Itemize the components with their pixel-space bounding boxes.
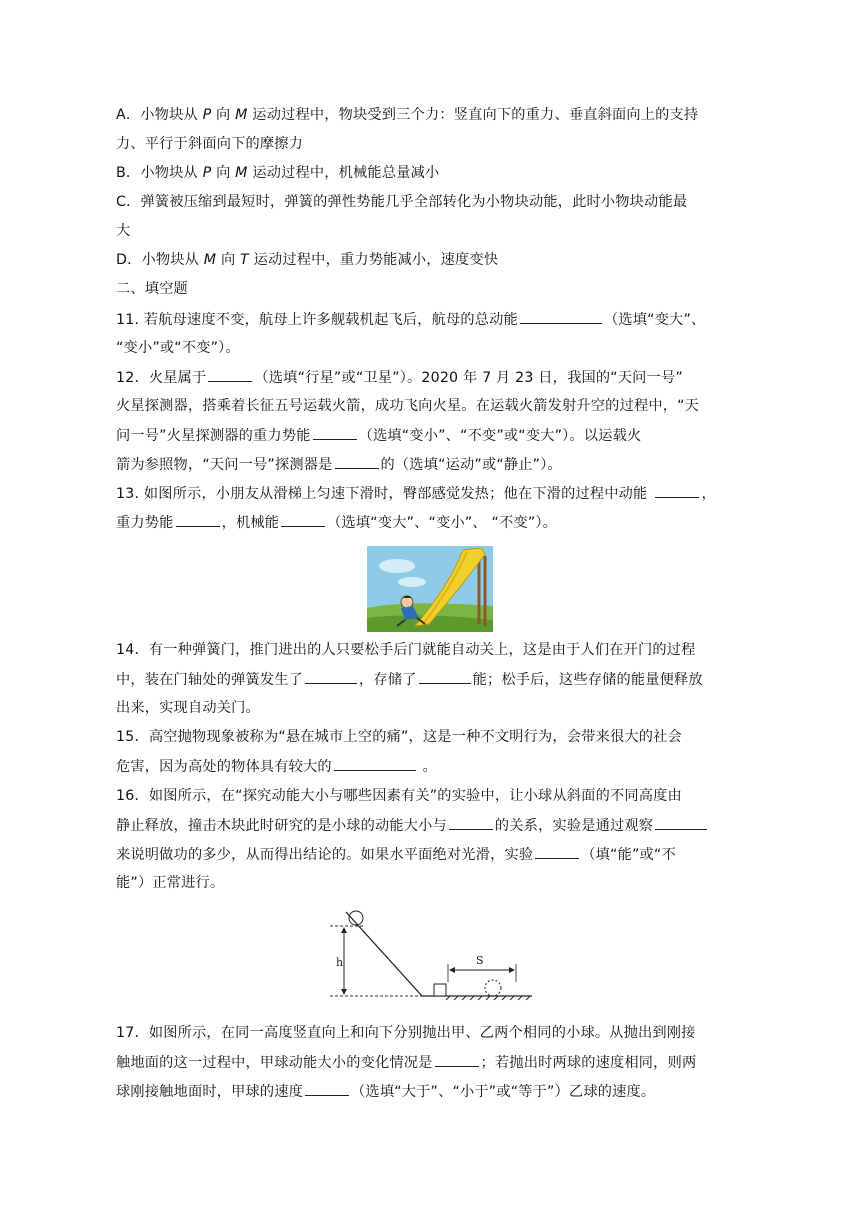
arrow-head [341, 989, 347, 995]
text: 静止释放，撞击木块此时研究的是小球的动能大小与 [116, 818, 447, 834]
option-a-line-1 [116, 105, 740, 125]
cloud [398, 577, 426, 587]
wooden-block [434, 984, 446, 996]
text: 来说明做功的多少，从而得出结论的。如果水平面绝对光滑，实验 [116, 847, 534, 863]
text: （填“能”或“不 [581, 847, 676, 863]
answer-blank[interactable] [305, 1081, 349, 1096]
text: 向 [216, 252, 241, 268]
var-p: P [202, 165, 212, 181]
s-label: S [476, 954, 484, 967]
arrow-head [341, 927, 347, 933]
var-m: M [235, 165, 248, 181]
text: （选填“变大”、“变小”、 “不变”）。 [327, 515, 558, 531]
q14-line-1 [116, 640, 740, 660]
text: 运动过程中，重力势能减小，速度变快 [248, 252, 499, 268]
q11-line-2 [116, 338, 740, 358]
answer-blank[interactable] [655, 483, 699, 498]
text: A．小物块从 [116, 107, 203, 123]
q17-line-2 [116, 1052, 740, 1073]
text: 中，装在门轴处的弹簧发生了 [116, 672, 304, 688]
text: 球刚接触地面时，甲球的速度 [116, 1084, 304, 1100]
q11-line-1 [116, 309, 740, 330]
q17-line-3 [116, 1081, 740, 1102]
var-m: M [203, 252, 217, 268]
option-c-line-1 [116, 192, 740, 212]
text: 问一号”火星探测器的重力势能 [116, 428, 311, 444]
q14-line-2 [116, 669, 740, 690]
answer-blank[interactable] [419, 669, 471, 684]
answer-blank[interactable] [313, 425, 357, 440]
text: 16．如图所示，在“探究动能大小与哪些因素有关”的实验中，让小球从斜面的不同高度由 [116, 788, 682, 804]
text: 向 [211, 165, 236, 181]
text: （选填“大于”、“小于”或“等于”）乙球的速度。 [351, 1084, 656, 1100]
text: 运动过程中，物块受到三个力：竖直向下的重力、垂直斜面向上的支持 [247, 107, 699, 123]
slide-illustration [367, 546, 493, 632]
var-t: T [240, 252, 249, 268]
answer-blank[interactable] [305, 669, 357, 684]
text: 重力势能 [116, 515, 174, 531]
slide-figure [367, 546, 493, 632]
arrow-head [449, 967, 455, 973]
text: （选填“变小”、“不变”或“变大”）。以运载火 [358, 428, 642, 444]
text: 的（选填“运动”或“静止”）。 [380, 457, 562, 473]
q12-line-4 [116, 454, 740, 475]
text: ，存储了 [359, 672, 417, 688]
text: 15．高空抛物现象被称为“悬在城市上空的痛”，这是一种不文明行为，会带来很大的社会 [116, 729, 682, 745]
answer-blank[interactable] [208, 367, 252, 382]
option-c-line-2 [116, 221, 740, 241]
option-d-line [116, 250, 740, 270]
q16-line-2 [116, 815, 740, 836]
text: 14．有一种弹簧门，推门进出的人只要松手后门就能自动关上，这是由于人们在开门的过程 [116, 642, 696, 658]
answer-blank[interactable] [281, 512, 325, 527]
q13-line-2 [116, 512, 740, 533]
answer-blank[interactable] [334, 756, 416, 771]
text: 能”）正常进行。 [116, 875, 225, 891]
q13-line-1 [116, 483, 740, 504]
answer-blank[interactable] [335, 454, 379, 469]
text: 11. 若航母速度不变，航母上许多舰载机起飞后，航母的总动能 [116, 312, 518, 328]
text: ， [701, 486, 716, 502]
text: “变小”或“不变”）。 [116, 340, 240, 356]
text: D．小物块从 [116, 252, 204, 268]
q16-line-1 [116, 786, 740, 806]
q12-line-1 [116, 367, 740, 388]
arrow-head [509, 967, 515, 973]
q17-line-1 [116, 1023, 740, 1043]
h-label: h [336, 956, 344, 969]
incline-figure [326, 908, 534, 1004]
text: 大 [116, 223, 131, 239]
option-a-line-2 [116, 134, 740, 154]
text: 向 [211, 107, 236, 123]
text: 。 [417, 759, 437, 775]
text: （选填“变大”、 [603, 312, 706, 328]
q14-line-3 [116, 698, 740, 718]
text: 17．如图所示，在同一高度竖直向上和向下分别抛出甲、乙两个相同的小球。从抛出到刚接 [116, 1025, 696, 1041]
text: 运动过程中，机械能总量减小 [247, 165, 440, 181]
answer-blank[interactable] [435, 1052, 479, 1067]
answer-blank[interactable] [520, 309, 602, 324]
answer-blank[interactable] [655, 815, 707, 830]
incline-slope [346, 912, 422, 996]
q12-line-2 [116, 396, 740, 416]
text: 能；松手后，这些存储的能量便释放 [472, 672, 703, 688]
text: 出来，实现自动关门。 [116, 700, 260, 716]
var-p: P [202, 107, 212, 123]
q16-line-3 [116, 844, 740, 865]
text: 箭为参照物，“天问一号”探测器是 [116, 457, 333, 473]
answer-blank[interactable] [176, 512, 220, 527]
answer-blank[interactable] [535, 844, 579, 859]
text: C．弹簧被压缩到最短时，弹簧的弹性势能几乎全部转化为小物块动能，此时小物块动能最 [116, 194, 688, 210]
text: 火星探测器，搭乘着长征五号运载火箭，成功飞向火星。在运载火箭发射升空的过程中，“天 [116, 398, 700, 414]
text: 力、平行于斜面向下的摩擦力 [116, 136, 304, 152]
text: ；若抛出时两球的速度相同，则两 [480, 1055, 697, 1071]
text: 二、填空题 [116, 281, 188, 297]
var-m: M [235, 107, 248, 123]
cloud [379, 559, 415, 573]
answer-blank[interactable] [449, 815, 493, 830]
text: 触地面的这一过程中，甲球动能大小的变化情况是 [116, 1055, 433, 1071]
text: 的关系，实验是通过观察 [494, 818, 654, 834]
incline-diagram [326, 908, 534, 1004]
text: 13. 如图所示，小朋友从滑梯上匀速下滑时，臀部感觉发热；他在下滑的过程中动能 [116, 486, 648, 502]
q15-line-2 [116, 756, 740, 777]
text: 12．火星属于 [116, 370, 207, 386]
q12-line-3 [116, 425, 740, 446]
text: ，机械能 [221, 515, 280, 531]
q15-line-1 [116, 727, 740, 747]
option-b-line [116, 163, 740, 183]
text: B．小物块从 [116, 165, 203, 181]
section-heading [116, 279, 740, 299]
q16-line-4 [116, 873, 740, 893]
text: 危害，因为高处的物体具有较大的 [116, 759, 332, 775]
text: （选填“行星”或“卫星”）。2020 年 7 月 23 日，我国的“天问一号” [254, 370, 683, 386]
ball-final-position [485, 980, 501, 996]
